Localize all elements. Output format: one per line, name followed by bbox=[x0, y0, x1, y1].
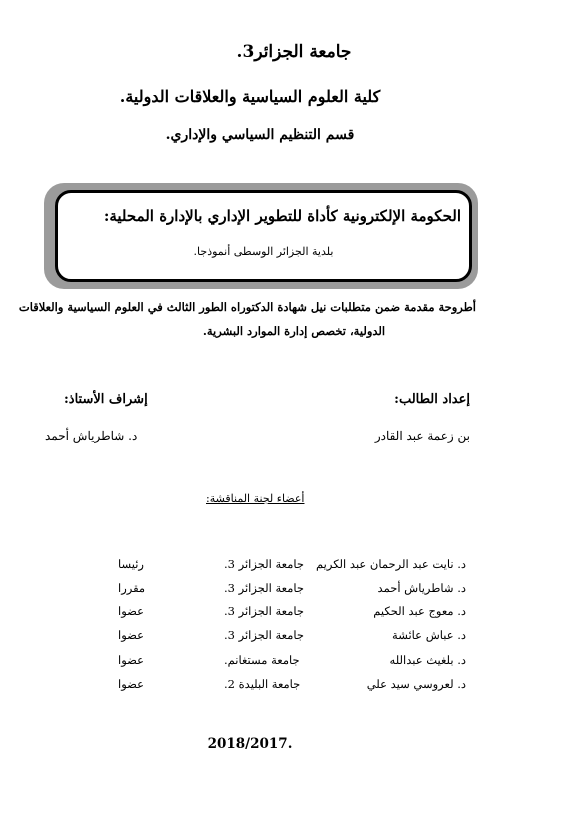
thesis-subtitle: بلدية الجزائر الوسطى أنموذجا. bbox=[193, 245, 334, 258]
title-frame bbox=[55, 190, 472, 282]
committee-member-name: د. لعروسي سيد علي bbox=[366, 677, 466, 691]
student-name: بن زعمة عبد القادر bbox=[374, 429, 470, 443]
committee-member-role: رئيسا bbox=[118, 557, 144, 571]
committee-member-university: جامعة البليدة 2. bbox=[224, 677, 301, 691]
supervisor-name: د. شاطرياش أحمد bbox=[45, 429, 138, 443]
academic-year: .2018/2017 bbox=[207, 736, 293, 752]
department-name: قسم التنظيم السياسي والإداري. bbox=[165, 127, 355, 143]
thesis-title: الحكومة الإلكترونية كأداة للتطوير الإداري بالإدارة المحلية: bbox=[103, 207, 461, 225]
committee-member-university: جامعة الجزائر 3. bbox=[224, 581, 304, 595]
committee-member-role: عضوا bbox=[118, 677, 144, 691]
university-name: جامعة الجزائر3. bbox=[236, 42, 352, 62]
committee-member-role: عضوا bbox=[118, 653, 144, 667]
faculty-name: كلية العلوم السياسية والعلاقات الدولية. bbox=[119, 87, 381, 106]
committee-member-name: د. شاطرياش أحمد bbox=[377, 581, 466, 595]
committee-member-name: د. معوج عبد الحكيم bbox=[373, 604, 466, 618]
degree-statement-line-2: الدولية، تخصص إدارة الموارد البشرية. bbox=[202, 324, 386, 338]
student-label: إعداد الطالب: bbox=[394, 392, 470, 407]
committee-member-role: عضوا bbox=[118, 628, 144, 642]
committee-member-role: عضوا bbox=[118, 604, 144, 618]
committee-title: أعضاء لجنة المناقشة: bbox=[206, 492, 305, 505]
committee-member-role: مقررا bbox=[118, 581, 146, 595]
supervisor-label: إشراف الأستاذ: bbox=[64, 392, 148, 407]
committee-member-name: د. نايت عبد الرحمان عبد الكريم bbox=[316, 557, 466, 571]
committee-member-university: جامعة الجزائر 3. bbox=[224, 628, 304, 642]
degree-statement-line-1: أطروحة مقدمة ضمن متطلبات نيل شهادة الدكتوراه الطور الثالث في العلوم السياسية والعلاقات bbox=[18, 300, 476, 314]
committee-member-name: د. بلغيث عبدالله bbox=[389, 653, 466, 667]
committee-member-university: جامعة الجزائر 3. bbox=[224, 604, 304, 618]
committee-member-name: د. عباش عائشة bbox=[392, 628, 466, 642]
committee-member-university: جامعة الجزائر 3. bbox=[224, 557, 304, 571]
committee-member-university: جامعة مستغانم. bbox=[224, 653, 300, 667]
